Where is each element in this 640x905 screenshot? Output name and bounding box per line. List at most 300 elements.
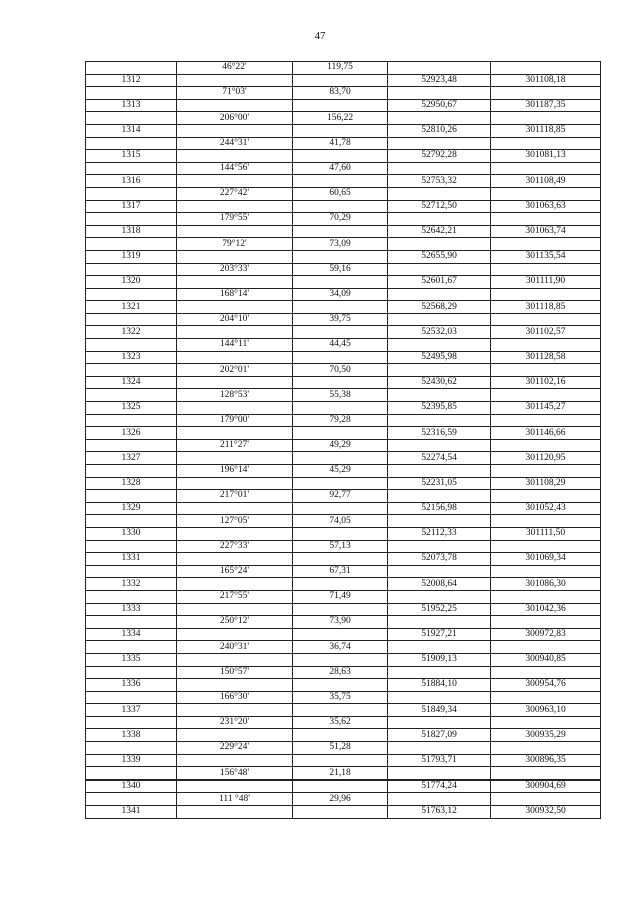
empty-cell (388, 339, 491, 352)
empty-cell (293, 150, 388, 163)
empty-cell (86, 490, 177, 503)
segment-length: 49,29 (293, 439, 388, 452)
empty-cell (388, 137, 491, 150)
empty-cell (491, 364, 601, 377)
direction-angle: 227°33' (177, 540, 293, 553)
x-coordinate: 51884,10 (388, 679, 491, 692)
direction-angle: 127°05' (177, 515, 293, 528)
segment-length: 41,78 (293, 137, 388, 150)
x-coordinate: 51763,12 (388, 806, 491, 819)
empty-cell (86, 616, 177, 629)
empty-cell (293, 175, 388, 188)
empty-cell (177, 427, 293, 440)
empty-cell (491, 742, 601, 755)
y-coordinate: 300935,29 (491, 729, 601, 742)
segment-length: 28,63 (293, 666, 388, 679)
empty-cell (388, 565, 491, 578)
point-number: 1335 (86, 653, 177, 666)
segment-length: 34,09 (293, 288, 388, 301)
empty-cell (293, 301, 388, 314)
y-coordinate: 300904,69 (491, 780, 601, 793)
direction-angle: 244°31' (177, 137, 293, 150)
empty-cell (177, 124, 293, 137)
x-coordinate: 52923,48 (388, 74, 491, 87)
empty-cell (388, 490, 491, 503)
empty-cell (177, 653, 293, 666)
point-row (86, 754, 601, 767)
empty-cell (177, 603, 293, 616)
empty-cell (491, 666, 601, 679)
point-row (86, 402, 601, 415)
empty-cell (293, 452, 388, 465)
x-coordinate: 52274,54 (388, 452, 491, 465)
point-number: 1315 (86, 150, 177, 163)
segment-row (86, 641, 601, 654)
segment-row (86, 565, 601, 578)
segment-length: 70,29 (293, 213, 388, 226)
empty-cell (491, 313, 601, 326)
empty-cell (177, 301, 293, 314)
x-coordinate: 51827,09 (388, 729, 491, 742)
empty-cell (177, 276, 293, 289)
empty-cell (86, 187, 177, 200)
point-number: 1326 (86, 427, 177, 440)
empty-cell (86, 414, 177, 427)
y-coordinate: 301146,66 (491, 427, 601, 440)
segment-row (86, 414, 601, 427)
y-coordinate: 301111,90 (491, 276, 601, 289)
empty-cell (388, 112, 491, 125)
y-coordinate: 301135,54 (491, 250, 601, 263)
empty-cell (293, 679, 388, 692)
empty-cell (491, 263, 601, 276)
segment-row (86, 238, 601, 251)
direction-angle: 111 °48' (177, 793, 293, 806)
empty-cell (491, 641, 601, 654)
empty-cell (177, 780, 293, 793)
empty-cell (86, 793, 177, 806)
direction-angle: 202°01' (177, 364, 293, 377)
point-number: 1317 (86, 200, 177, 213)
segment-length: 67,31 (293, 565, 388, 578)
empty-cell (86, 742, 177, 755)
empty-cell (491, 515, 601, 528)
empty-cell (293, 553, 388, 566)
empty-cell (388, 414, 491, 427)
empty-cell (293, 754, 388, 767)
empty-cell (86, 389, 177, 402)
point-row (86, 729, 601, 742)
page-number: 47 (314, 30, 326, 42)
x-coordinate: 52112,33 (388, 527, 491, 540)
empty-cell (177, 250, 293, 263)
direction-angle: 166°30' (177, 691, 293, 704)
empty-cell (293, 276, 388, 289)
direction-angle: 150°57' (177, 666, 293, 679)
point-number: 1320 (86, 276, 177, 289)
empty-cell (388, 616, 491, 629)
empty-cell (388, 288, 491, 301)
direction-angle: 168°14' (177, 288, 293, 301)
empty-cell (491, 137, 601, 150)
empty-cell (293, 326, 388, 339)
empty-cell (86, 238, 177, 251)
direction-angle: 79°12' (177, 238, 293, 251)
point-number: 1332 (86, 578, 177, 591)
empty-cell (491, 213, 601, 226)
empty-cell (86, 62, 177, 75)
point-number: 1337 (86, 704, 177, 717)
empty-cell (491, 540, 601, 553)
empty-cell (388, 87, 491, 100)
x-coordinate: 52568,29 (388, 301, 491, 314)
segment-row (86, 616, 601, 629)
segment-length: 35,62 (293, 716, 388, 729)
point-row (86, 99, 601, 112)
point-row (86, 124, 601, 137)
empty-cell (293, 351, 388, 364)
segment-row (86, 187, 601, 200)
x-coordinate: 52950,67 (388, 99, 491, 112)
segment-row (86, 590, 601, 603)
empty-cell (86, 515, 177, 528)
segment-row (86, 793, 601, 806)
y-coordinate: 301069,34 (491, 553, 601, 566)
empty-cell (388, 313, 491, 326)
empty-cell (388, 641, 491, 654)
empty-cell (177, 452, 293, 465)
segment-length: 21,18 (293, 767, 388, 780)
point-number: 1328 (86, 477, 177, 490)
empty-cell (491, 112, 601, 125)
segment-length: 51,28 (293, 742, 388, 755)
empty-cell (177, 326, 293, 339)
empty-cell (491, 465, 601, 478)
direction-angle: 204°10' (177, 313, 293, 326)
y-coordinate: 300963,10 (491, 704, 601, 717)
empty-cell (177, 200, 293, 213)
segment-row (86, 364, 601, 377)
segment-length: 57,13 (293, 540, 388, 553)
x-coordinate: 51909,13 (388, 653, 491, 666)
point-row (86, 553, 601, 566)
y-coordinate: 300954,76 (491, 679, 601, 692)
empty-cell (293, 74, 388, 87)
x-coordinate: 52601,67 (388, 276, 491, 289)
x-coordinate: 52532,03 (388, 326, 491, 339)
segment-length: 60,65 (293, 187, 388, 200)
point-row (86, 175, 601, 188)
segment-row (86, 137, 601, 150)
segment-row (86, 742, 601, 755)
empty-cell (388, 691, 491, 704)
point-number: 1323 (86, 351, 177, 364)
empty-cell (293, 729, 388, 742)
empty-cell (86, 465, 177, 478)
point-number: 1340 (86, 780, 177, 793)
direction-angle: 203°33' (177, 263, 293, 276)
empty-cell (293, 502, 388, 515)
empty-cell (293, 527, 388, 540)
segment-length: 39,75 (293, 313, 388, 326)
segment-row (86, 515, 601, 528)
x-coordinate: 51849,34 (388, 704, 491, 717)
point-row (86, 578, 601, 591)
empty-cell (491, 691, 601, 704)
direction-angle: 71°03' (177, 87, 293, 100)
point-number: 1330 (86, 527, 177, 540)
point-row (86, 653, 601, 666)
empty-cell (86, 439, 177, 452)
point-number: 1316 (86, 175, 177, 188)
point-row (86, 527, 601, 540)
segment-row (86, 716, 601, 729)
empty-cell (388, 263, 491, 276)
empty-cell (293, 427, 388, 440)
segment-length: 44,45 (293, 339, 388, 352)
y-coordinate: 300896,35 (491, 754, 601, 767)
y-coordinate: 301118,85 (491, 124, 601, 137)
x-coordinate: 52430,62 (388, 376, 491, 389)
empty-cell (491, 62, 601, 75)
empty-cell (177, 225, 293, 238)
y-coordinate: 301108,29 (491, 477, 601, 490)
point-number: 1334 (86, 628, 177, 641)
empty-cell (293, 250, 388, 263)
point-row (86, 780, 601, 793)
segment-row (86, 666, 601, 679)
segment-length: 36,74 (293, 641, 388, 654)
direction-angle: 165°24' (177, 565, 293, 578)
point-row (86, 200, 601, 213)
point-row (86, 502, 601, 515)
empty-cell (86, 767, 177, 780)
empty-cell (491, 389, 601, 402)
empty-cell (491, 767, 601, 780)
x-coordinate: 51927,21 (388, 628, 491, 641)
y-coordinate: 301063,74 (491, 225, 601, 238)
x-coordinate: 52395,85 (388, 402, 491, 415)
y-coordinate: 301042,36 (491, 603, 601, 616)
segment-row (86, 288, 601, 301)
empty-cell (491, 187, 601, 200)
empty-cell (177, 754, 293, 767)
segment-length: 83,70 (293, 87, 388, 100)
segment-row (86, 691, 601, 704)
point-row (86, 477, 601, 490)
empty-cell (86, 288, 177, 301)
empty-cell (388, 389, 491, 402)
empty-cell (491, 616, 601, 629)
y-coordinate: 301120,95 (491, 452, 601, 465)
empty-cell (491, 793, 601, 806)
empty-cell (177, 150, 293, 163)
point-row (86, 452, 601, 465)
empty-cell (293, 402, 388, 415)
point-row (86, 628, 601, 641)
empty-cell (388, 515, 491, 528)
x-coordinate: 52008,64 (388, 578, 491, 591)
empty-cell (388, 364, 491, 377)
empty-cell (86, 137, 177, 150)
empty-cell (293, 477, 388, 490)
direction-angle: 156°48' (177, 767, 293, 780)
point-number: 1314 (86, 124, 177, 137)
segment-length: 92,77 (293, 490, 388, 503)
empty-cell (293, 603, 388, 616)
point-row (86, 806, 601, 819)
empty-cell (177, 578, 293, 591)
x-coordinate: 52792,28 (388, 150, 491, 163)
y-coordinate: 300972,83 (491, 628, 601, 641)
segment-length: 73,90 (293, 616, 388, 629)
coordinates-table (85, 61, 601, 819)
y-coordinate: 301128,58 (491, 351, 601, 364)
x-coordinate: 52655,90 (388, 250, 491, 263)
segment-length: 119,75 (293, 62, 388, 75)
empty-cell (86, 691, 177, 704)
point-row (86, 679, 601, 692)
point-number: 1322 (86, 326, 177, 339)
segment-length: 35,75 (293, 691, 388, 704)
point-row (86, 351, 601, 364)
empty-cell (293, 200, 388, 213)
point-number: 1327 (86, 452, 177, 465)
empty-cell (177, 99, 293, 112)
segment-row (86, 313, 601, 326)
direction-angle: 179°00' (177, 414, 293, 427)
empty-cell (177, 74, 293, 87)
direction-angle: 144°11' (177, 339, 293, 352)
direction-angle: 227°42' (177, 187, 293, 200)
segment-length: 71,49 (293, 590, 388, 603)
direction-angle: 144°56' (177, 162, 293, 175)
segment-length: 59,16 (293, 263, 388, 276)
empty-cell (177, 477, 293, 490)
point-row (86, 150, 601, 163)
direction-angle: 179°55' (177, 213, 293, 226)
empty-cell (177, 806, 293, 819)
empty-cell (86, 565, 177, 578)
y-coordinate: 301108,18 (491, 74, 601, 87)
segment-length: 74,05 (293, 515, 388, 528)
empty-cell (388, 716, 491, 729)
empty-cell (293, 653, 388, 666)
x-coordinate: 51952,25 (388, 603, 491, 616)
empty-cell (388, 767, 491, 780)
empty-cell (293, 704, 388, 717)
empty-cell (491, 439, 601, 452)
point-row (86, 704, 601, 717)
empty-cell (177, 679, 293, 692)
y-coordinate: 301063,63 (491, 200, 601, 213)
empty-cell (491, 288, 601, 301)
empty-cell (491, 238, 601, 251)
x-coordinate: 52073,78 (388, 553, 491, 566)
x-coordinate: 52810,26 (388, 124, 491, 137)
empty-cell (491, 87, 601, 100)
empty-cell (177, 553, 293, 566)
segment-length: 55,38 (293, 389, 388, 402)
segment-length: 47,60 (293, 162, 388, 175)
y-coordinate: 301111,50 (491, 527, 601, 540)
direction-angle: 196°14' (177, 465, 293, 478)
point-number: 1312 (86, 74, 177, 87)
x-coordinate: 52156,98 (388, 502, 491, 515)
point-number: 1325 (86, 402, 177, 415)
empty-cell (86, 213, 177, 226)
empty-cell (388, 590, 491, 603)
direction-angle: 250°12' (177, 616, 293, 629)
segment-row (86, 439, 601, 452)
empty-cell (86, 339, 177, 352)
point-number: 1333 (86, 603, 177, 616)
segment-row (86, 162, 601, 175)
empty-cell (388, 439, 491, 452)
point-number: 1329 (86, 502, 177, 515)
segment-length: 29,96 (293, 793, 388, 806)
point-number: 1341 (86, 806, 177, 819)
empty-cell (86, 666, 177, 679)
segment-row (86, 263, 601, 276)
empty-cell (86, 641, 177, 654)
empty-cell (491, 590, 601, 603)
x-coordinate: 52712,50 (388, 200, 491, 213)
empty-cell (388, 187, 491, 200)
empty-cell (177, 729, 293, 742)
empty-cell (388, 162, 491, 175)
y-coordinate: 301145,27 (491, 402, 601, 415)
empty-cell (293, 376, 388, 389)
point-row (86, 326, 601, 339)
empty-cell (177, 402, 293, 415)
direction-angle: 211°27' (177, 439, 293, 452)
empty-cell (86, 590, 177, 603)
point-number: 1324 (86, 376, 177, 389)
empty-cell (86, 263, 177, 276)
empty-cell (86, 364, 177, 377)
segment-length: 79,28 (293, 414, 388, 427)
direction-angle: 217°55' (177, 590, 293, 603)
empty-cell (177, 704, 293, 717)
empty-cell (388, 540, 491, 553)
empty-cell (491, 339, 601, 352)
empty-cell (388, 213, 491, 226)
empty-cell (86, 112, 177, 125)
segment-row (86, 62, 601, 75)
empty-cell (491, 716, 601, 729)
x-coordinate: 51793,71 (388, 754, 491, 767)
empty-cell (86, 162, 177, 175)
empty-cell (293, 99, 388, 112)
empty-cell (388, 465, 491, 478)
empty-cell (388, 742, 491, 755)
empty-cell (491, 565, 601, 578)
segment-row (86, 465, 601, 478)
empty-cell (388, 238, 491, 251)
y-coordinate: 301187,35 (491, 99, 601, 112)
empty-cell (177, 175, 293, 188)
segment-row (86, 767, 601, 780)
y-coordinate: 301081,13 (491, 150, 601, 163)
point-row (86, 74, 601, 87)
segment-row (86, 540, 601, 553)
point-number: 1318 (86, 225, 177, 238)
point-number: 1321 (86, 301, 177, 314)
segment-length: 45,29 (293, 465, 388, 478)
point-number: 1338 (86, 729, 177, 742)
segment-row (86, 339, 601, 352)
